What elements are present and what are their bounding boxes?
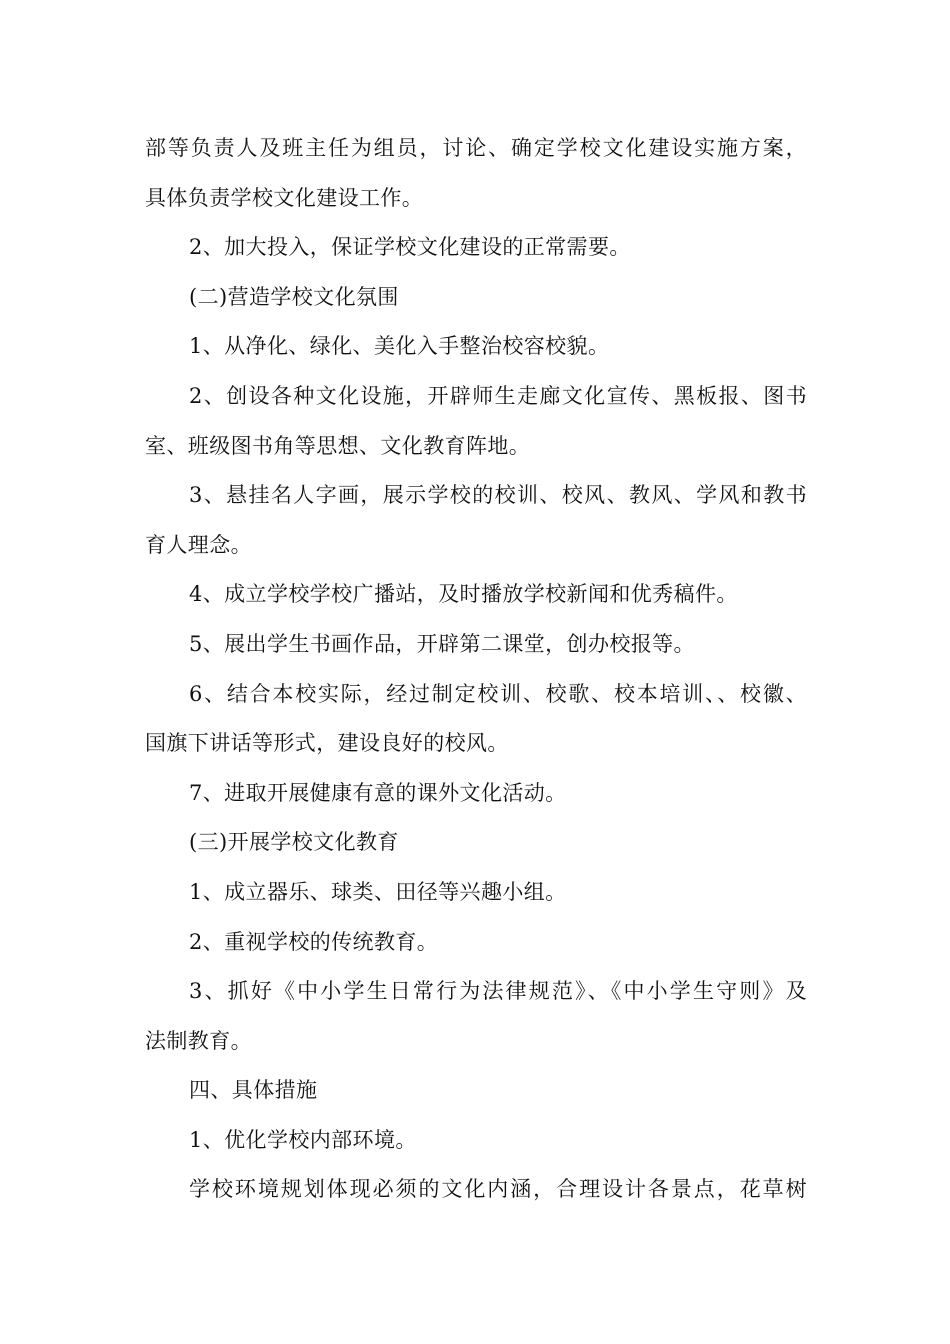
document-body: [145, 124, 807, 1215]
paragraph-line: 4、成立学校学校广播站，及时播放学校新闻和优秀稿件。: [189, 582, 738, 607]
paragraph-line: 法制教育。: [145, 1028, 252, 1053]
paragraph-line: 1、成立器乐、球类、田径等兴趣小组。: [189, 879, 567, 904]
section-heading: (三)开展学校文化教育: [189, 830, 399, 855]
paragraph-line: 7、进取开展健康有意的课外文化活动。: [189, 780, 567, 805]
section-heading: 四、具体措施: [189, 1078, 318, 1103]
paragraph-line: 具体负责学校文化建设工作。: [145, 185, 424, 210]
paragraph-line: 育人理念。: [145, 532, 252, 557]
paragraph-line: 6、结合本校实际，经过制定校训、校歌、校本培训、、校徽、: [189, 681, 807, 706]
paragraph-line: 5、展出学生书画作品，开辟第二课堂，创办校报等。: [189, 631, 695, 656]
paragraph-line: 室、班级图书角等思想、文化教育阵地。: [145, 433, 531, 458]
paragraph-line: 学校环境规划体现必须的文化内涵，合理设计各景点，花草树: [189, 1177, 807, 1202]
paragraph-line: 2、重视学校的传统教育。: [189, 929, 439, 954]
section-heading: (二)营造学校文化氛围: [189, 284, 399, 309]
paragraph-line: 1、从净化、绿化、美化入手整治校容校貌。: [189, 334, 610, 359]
paragraph-line: 部等负责人及班主任为组员，讨论、确定学校文化建设实施方案，: [145, 136, 807, 160]
paragraph-line: 2、加大投入，保证学校文化建设的正常需要。: [189, 235, 631, 260]
paragraph-line: 3、悬挂名人字画，展示学校的校训、校风、教风、学风和教书: [189, 483, 807, 508]
paragraph-line: 2、创设各种文化设施，开辟师生走廊文化宣传、黑板报、图书: [189, 383, 807, 408]
paragraph-line: 1、优化学校内部环境。: [189, 1127, 417, 1152]
paragraph-line: 3、抓好《中小学生日常行为法律规范》、《中小学生守则》及: [189, 979, 807, 1004]
paragraph-line: 国旗下讲话等形式，建设良好的校风。: [145, 731, 509, 756]
